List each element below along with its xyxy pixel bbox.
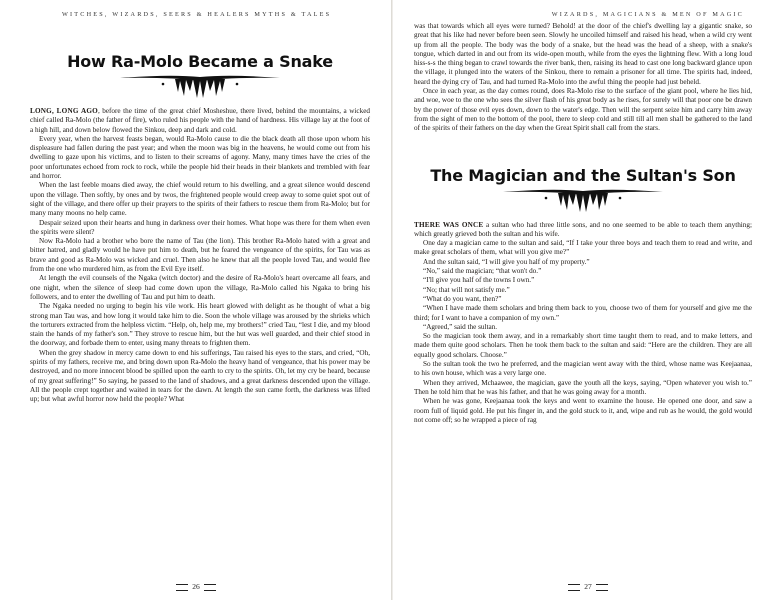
running-head: WITCHES, WIZARDS, SEERS & HEALERS MYTHS & TALES: [62, 11, 332, 18]
folio-ornament-icon: [176, 584, 188, 591]
paragraph: Once in each year, as the day comes round, does Ra-Molo rise to the surface of the giant pool, where he lies hid, and woe, woe to the one who sees the silver flash of his great body as he rises, for surely will that poor one be drawn by the power of those evil eyes down, down to the water's edge. Then will the serpent seize him and carry him away from the sight of men to the bottom of the pool, there to sleep cold and still till all men shall be gathered to the land of the spirits of their fathers on the day when the Great Spirit shall call from the stars.: [414, 87, 752, 133]
paragraph: When the grey shadow in mercy came down to end his sufferings, Tau raised his eyes to the stars, and cried, “Oh, spirits of my fathers, receive me, and bring down upon Ra-Molo the heavy hand of vengeance, that his power may be destroyed, and no more innocent blood be spilled upon the earth to cry to the spirits. Oh, let my cry be heard, because of my great suffering!” So saying, he passed to the land of shadows, and a great darkness descended upon the village. All the people crept together and waited in tears for the dawn. At length the sun came forth, the darkness was lifted up; but what awful horror now held the people? What: [30, 348, 370, 404]
paragraph: The Ngaka needed no urging to begin his vile work. His heart glowed with delight as he thought of what a big strong man Tau was, and how long it would take him to die. Soon the whole village was aroused by the shrieks which the torturers extracted from the helpless victim. “Help, oh, help me, my brothers!” cried Tau, “lest I die, and my blood stain the hands of my father's son.” They strove to rescue him, but the hut was well guarded, and their chief stood in the doorway, and forbade them to enter, using many threats to frighten them.: [30, 302, 370, 348]
story-body: [30, 107, 370, 405]
paragraph: When the last feeble moans died away, the chief would return to his dwelling, and a great silence would descend upon the village. Then softly, by ones and by twos, the frightened people would creep away to some quiet spot out of sight of the village, and there offer up their prayers to the spirits of their fathers to rescue them from Ra-Molo; but for many many moons no help came.: [30, 181, 370, 218]
paragraph: When he was gone, Keejaanaa took the keys and went to examine the house. He opened one door, and saw a room full of liquid gold. He put his finger in, and the gold stuck to it, and, wipe and rub as he would, the gold would not come off; so he wrapped a piece of rag: [414, 397, 752, 424]
paragraph: At length the evil counsels of the Ngaka (witch doctor) and the desire of Ra-Molo's heart overcame all fears, and one night, when the silence of sleep had come down upon the village, Ra-Molo called his Ngaka to bring his followers, and to enter the dwelling of Tau and put him to death.: [30, 274, 370, 301]
right-page: [392, 0, 784, 600]
paragraph: Now Ra-Molo had a brother who bore the name of Tau (the lion). This brother Ra-Molo hated with a great and bitter hatred, and gladly would he have put him to death, but he feared the vengeance of the spirits, for Tau was as brave and good as Ra-Molo was wicked and cruel. Then also he knew that all the people loved Tau, and would flee from the one who murdered him, as from the Evil Eye itself.: [30, 237, 370, 274]
paragraph: When they arrived, Mchaawee, the magician, gave the youth all the keys, saying, “Open whatever you wish to.” Then he told him that he was his father, and that he was going away for a month.: [414, 378, 752, 396]
page-number: 27: [392, 582, 784, 591]
paragraph: One day a magician came to the sultan and said, “If I take your three boys and teach them to read and write, and make great scholars of them, what will you give me?”: [414, 239, 752, 257]
page-number: 26: [0, 582, 392, 591]
paragraph: LONG, LONG AGO, before the time of the great chief Mosheshue, there lived, behind the mountains, a wicked chief called Ra-Molo (the father of fire), who ruled his people with the hand of hardness. His village lay at the foot of a high hill, and down below flowed the Sinkou, deep and dark and cold.: [30, 107, 370, 134]
paragraph: Despair seized upon their hearts and hung in darkness over their homes. What hope was there for them when even the spirits were silent?: [30, 218, 370, 236]
story-body: [414, 221, 752, 426]
ornament-icon: [498, 187, 668, 213]
paragraph: And the sultan said, “I will give you half of my property.”: [423, 257, 590, 266]
paragraph: “No; that will not satisfy me.”: [423, 285, 510, 294]
running-head: WIZARDS, MAGICIANS & MEN OF MAGIC: [551, 11, 744, 18]
paragraph: “What do you want, then?”: [423, 294, 502, 303]
story-title: The Magician and the Sultan's Son: [430, 165, 736, 185]
ornament-icon: [115, 73, 285, 99]
paragraph: was that towards which all eyes were turned? Behold! at the door of the chief's dwelling lay a gigantic snake, so great that his like had never before been seen. Slowly he uncoiled himself and raised his head, when a wild cry went up from all the people. The body was the body of a snake, but the head was the head of a sheep, with a snake's tongue, which darted in and out from its wide-open mouth, while from the eyes the lightning flew. With a long loud hiss-s-s the thing began to crawl towards the river bank, then, raising its head to cast one long backward glance upon the village, it plunged into the waters of the Sinkou, there to remain a prisoner for all time. The spirits had, indeed, heard the dying cry of Tau, and had turned Ra-Molo into the awful thing the people had just beheld.: [414, 22, 752, 86]
paragraph: So the magician took them away, and in a remarkably short time taught them to read, and to make letters, and made them quite good scholars. Then he took them back to the sultan and said: “Here are the children. They are all equally good scholars. Choose.”: [414, 332, 752, 359]
paragraph: So the sultan took the two he preferred, and the magician went away with the third, whose name was Keejaanaa, to his own house, which was a very large one.: [414, 360, 752, 378]
folio-ornament-icon: [596, 584, 608, 591]
lead-in: THERE WAS ONCE: [414, 220, 484, 229]
paragraph: THERE WAS ONCE a sultan who had three little sons, and no one seemed to be able to teach them anything; which greatly grieved both the sultan and his wife.: [414, 220, 752, 238]
story-title: How Ra-Molo Became a Snake: [67, 52, 333, 71]
paragraph: “Agreed,” said the sultan.: [423, 322, 498, 331]
paragraph: “No,” said the magician; “that won't do.”: [423, 267, 542, 276]
paragraph: Every year, when the harvest feasts began, would Ra-Molo cause to die the black death all those upon whom his displeasure had fallen during the past year; and when the moon was big in the heavens, he would come out from his dwelling to gaze upon his victims, and to listen to their screams of agony. Many, many times have the cries of the poor unfortunates echoed from rock to rock, while the people hid their heads in their blankets and trembled with fear and horror.: [30, 134, 370, 181]
folio-ornament-icon: [204, 584, 216, 591]
paragraph: “I'll give you half of the towns I own.”: [423, 276, 535, 285]
lead-in: LONG, LONG AGO: [30, 107, 98, 115]
paragraph: “When I have made them scholars and bring them back to you, choose two of them for yourself and give me the third; for I want to have a companion of my own.”: [414, 304, 752, 322]
story-body: [414, 22, 752, 134]
folio-ornament-icon: [568, 584, 580, 591]
